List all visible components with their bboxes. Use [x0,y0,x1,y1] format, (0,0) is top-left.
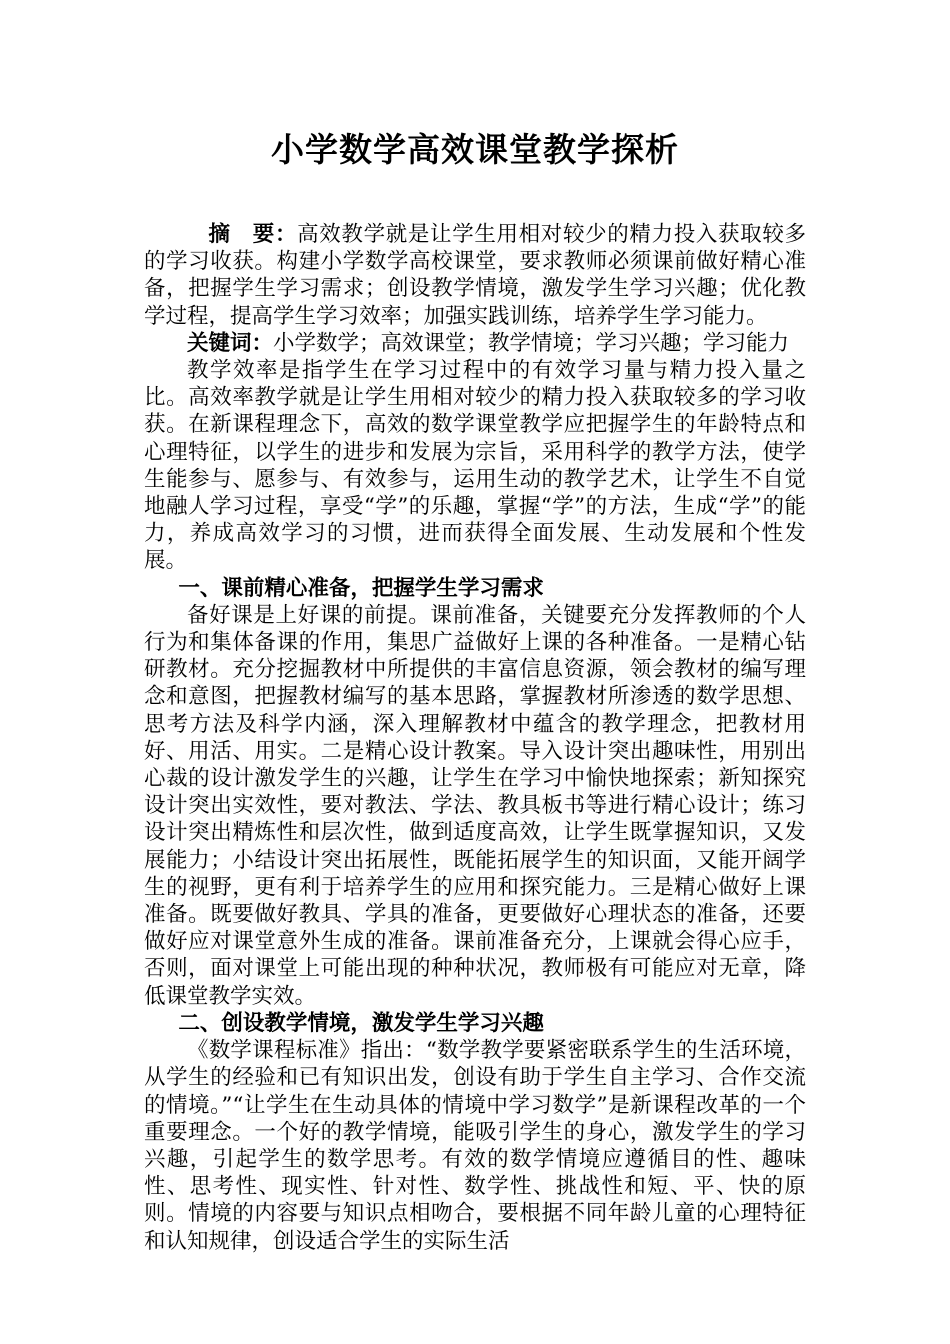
keywords-label: 关键词： [187,330,274,356]
section1-paragraph: 备好课是上好课的前提。课前准备，关键要充分发挥教师的个人行为和集体备课的作用，集思广益做好上课的各种准备。一是精心钻研教材。充分挖掘教材中所提供的丰富信息资源，领会教材的编写理念和意图，把握教材编写的基本思路，掌握教材所渗透的数学思想、思考方法及科学内涵，深入理解教材中蕴含的教学理念，把教材用好、用活、用实。二是精心设计教案。导入设计突出趣味性，用别出心裁的设计激发学生的兴趣，让学生在学习中愉快地探索；新知探究设计突出实效性，要对教法、学法、教具板书等进行精心设计；练习设计突出精炼性和层次性，做到适度高效，让学生既掌握知识，又发展能力；小结设计突出拓展性，既能拓展学生的知识面，又能开阔学生的视野，更有利于培养学生的应用和探究能力。三是精心做好上课准备。既要做好教具、学具的准备，更要做好心理状态的准备，还要做好应对课堂意外生成的准备。课前准备充分，上课就会得心应手，否则，面对课堂上可能出现的种种状况，教师极有可能应对无章，降低课堂教学实效。 [144,602,806,1009]
abstract-label: 摘 要： [208,222,298,247]
section2-heading: 二、创设教学情境，激发学生学习兴趣 [178,1010,544,1036]
section2-paragraph: 《数学课程标准》指出：“数学教学要紧密联系学生的生活环境，从学生的经验和已有知识出发，创设有助于学生自主学习、合作交流的情境。”“让学生在生动具体的情境中学习数学”是新课程改革的一个重要理念。一个好的教学情境，能吸引学生的身心，激发学生的学习兴趣，引起学生的数学思考。有效的数学情境应遵循目的性、趣味性、思考性、现实性、针对性、数学性、挑战性和短、平、快的原则。情境的内容要与知识点相吻合，要根据不同年龄儿童的心理特征和认知规律，创设适合学生的实际生活 [144,1038,806,1254]
keywords-text: 小学数学；高效课堂；教学情境；学习兴趣；学习能力 [273,330,790,356]
abstract-text: 高效教学就是让学生用相对较少的精力投入获取较多的学习收获。构建小学数学高校课堂，要求教师必须课前做好精心准备，把握学生学习需求；创设教学情境，激发学生学习兴趣；优化教学过程，提高学生学习效率；加强实践训练，培养学生学习能力。 [144,222,806,329]
intro-paragraph: 教学效率是指学生在学习过程中的有效学习量与精力投入量之比。高效率教学就是让学生用相对较少的精力投入获取较多的学习收获。在新课程理念下，高效的数学课堂教学应把握学生的年龄特点和心理特征，以学生的进步和发展为宗旨，采用科学的教学方法，使学生能参与、愿参与、有效参与，运用生动的教学艺术，让学生不自觉地融人学习过程，享受“学”的乐趣，掌握“学”的方法，生成“学”的能力，养成高效学习的习惯，进而获得全面发展、生动发展和个性发展。 [144,358,806,574]
document-page [144,0,806,1344]
abstract-paragraph [144,221,806,330]
keywords-paragraph [144,330,806,357]
page-title: 小学数学高效课堂教学探析 [271,130,679,169]
section1-heading: 一、课前精心准备，把握学生学习需求 [178,575,544,601]
document-body [144,221,806,1255]
